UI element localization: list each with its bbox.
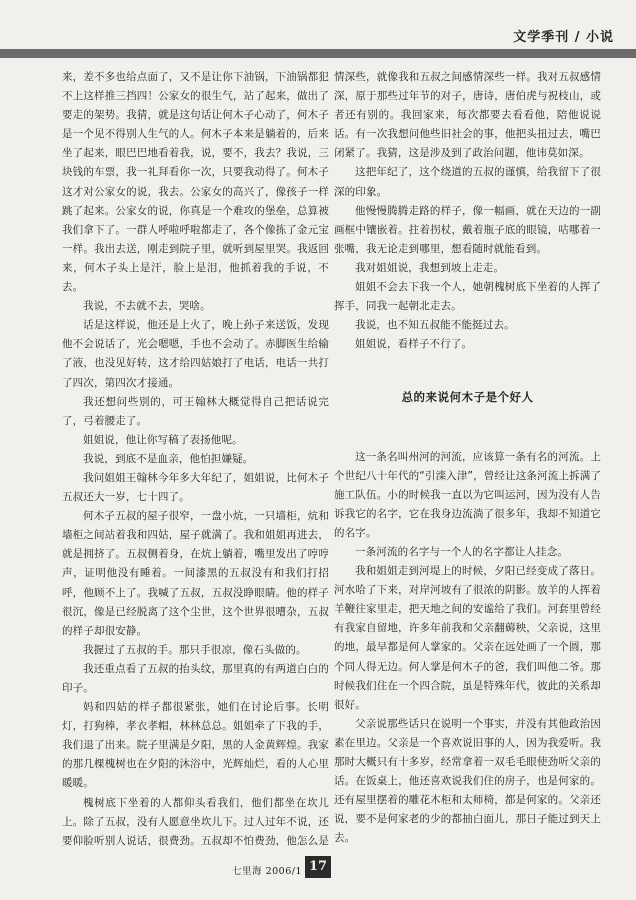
paragraph: 这一条名叫州河的河流，应该算一条有名的河流。上个世纪八十年代的“引滦入津”，曾经让这条河流上拆满了施工队伍。小的时候我一直以为它叫运河，因为没有人告诉我它的名字，它在我身边流淌了很多年，我却不知道它的名字。	[334, 450, 601, 539]
paragraph: 姐姐说，看样子不行了。	[355, 338, 473, 351]
paragraph: 我握过了五叔的手。那只手很凉，像石头做的。	[83, 643, 307, 656]
paragraph: 我对姐姐说，我想到坡上走走。	[355, 261, 505, 274]
paragraph: 何木子五叔的屋子很窄，一盘小炕，一只墙柜，炕和墙柜之间站着我和四姑，屋子就满了。我和姐姐再进去，就是拥挤了。五叔侧着身，在炕上躺着，嘴里发出了哼哼声，证明他没有睡着。一间漆黑的五叔没有和我们打招呼，他顾不上了。我喊了五叔，五叔没睁眼睛。他的样子很沉，像是已经脱离了这个尘世，这个世界很嘈杂，五叔的样子却很安静。	[62, 510, 329, 637]
paragraph: 话是这样说，他还是上火了，晚上孙子来送饭，发现他不会说话了，光会嗯嗯，手也不会动了。赤脚医生给输了液，也没见好转，这才给四姑娘打了电话，电话一共打了四次，第四次才接通。	[62, 319, 329, 389]
page-header-title: 文学季刊 / 小说	[513, 30, 614, 45]
paragraph: 我问姐姐王翰林今年多大年纪了，姐姐说，比何木子五叔还大一岁，七十四了。	[62, 471, 329, 504]
paragraph: 我还想问些别的，可王翰林大概觉得自己把话说完了，弓着腰走了。	[62, 395, 329, 427]
paragraph: 槐树底下坐着的人都仰头看我们，他们都坐在坎儿上。除了五叔，没有人愿意坐坎儿下。过人过年不说，还要仰脸听别人说话，很费劲。五叔却不怕费劲，他怎么是	[62, 796, 329, 846]
right-column	[334, 68, 601, 846]
paragraph: 我说，不去就不去，哭啥。	[83, 300, 211, 313]
paragraph: 我还重点看了五叔的抬头纹，那里真的有两道白白的印子。	[62, 662, 329, 694]
paragraph: 姐姐说，他让你写稿了表扬他呢。	[83, 433, 243, 446]
paragraph: 我说，也不知五叔能不能挺过去。	[355, 319, 515, 332]
paragraph: 姐姐不会去下我一个人，她朝槐树底下坐着的人挥了挥手，同我一起朝北走去。	[334, 281, 601, 313]
page-footer	[0, 856, 636, 882]
paragraph: 我和姐姐走到河堤上的时候，夕阳已经变成了落日。河水哈了下来，对岸河坡有了很浓的阴影。放羊的人挥着羊鞭往家里走，把天地之间的安谧给了我们。河套里曾经有我家自留地，许多年前我和父亲翻薅秧，父亲说，这里的地，最早都是何人掌家的。父亲在远处画了一个圆，那个同人得无边。何人掌是何木子的爸，我们叫他二爷。那时候我们住在一个四合院，虽是特殊年代，彼此的关系却很好。	[334, 565, 601, 711]
paragraph: 妈和四姑的样子都很紧张，她们在讨论后事。长明灯，打狗棒，孝衣孝帽，林林总总。姐姐牵了下我的手，我们退了出来。院子里满是夕阳，黑的人金黄辉煌。我家的那几棵槐树也在夕阳的沐浴中，光辉灿烂，看的人心里暖暖。	[62, 701, 329, 790]
paragraph: 父亲说那些话只在说明一个事实，并没有其他政治因素在里边。父亲是一个喜欢说旧事的人，因为我爱听。我那时大概只有十多岁，经常拿着一双毛毛眼使劲听父亲的话。在饭桌上，他还喜欢说我们住的房子，也是何家的。还有屋里摆着的雕花木柜和太师椅，都是何家的。父亲还说，要不是何家老的少的都抽白面儿，那日子能过到天上去。	[334, 717, 601, 845]
paragraph: 我说，到底不是血亲，他怕担嫌疑。	[83, 452, 254, 465]
left-column	[62, 68, 329, 846]
paragraph: 一条河流的名字与一个人的名字都让人挂念。	[355, 545, 568, 558]
page-number: 17	[305, 856, 331, 878]
header-rule	[0, 49, 636, 58]
paragraph: 来，差不多也给点面了，又不是让你下油锅，下油锅都犯不上这样推三挡四！公家女的很生气，站了起来，做出了要走的架势。我猜，就是这句话让何木子心动了，何木子是一个见不得别人生气的人。何木子本来是躺着的，后来坐了起来，眼巴巴地看着我，说，要不，我去？我说，三块钱的车票，我一礼拜看你一次，只要我动得了。何木子这才对公家女的说，我去。公家女的高兴了，像孩子一样跳了起来。公家女的说，你真是一个难攻的堡垒，总算被我们拿下了。一群人呼啦呼啦都走了，各个像拣了金元宝一样。我出去送，刚走到院子里，就听到屋里哭。我返回来，何木子头上是汗，脸上是泪，他抓着我的手说，不去。	[62, 71, 329, 294]
paragraph: 他慢慢腾腾走路的样子，像一幅画，就在天边的一副画框中镶嵌着。拄着拐杖，戴着瓶子底的眼镜，咕哪着一张嘴，我无论走到哪里，想看随时就能看到。	[334, 204, 601, 255]
paragraph: 情深些，就像我和五叔之间感情深些一样。我对五叔感情深，原于那些过年节的对子，唐诗，唐伯虎与祝枝山，或者还有别的。我回家来，每次都要去看看他，陪他说说话。有一次我想问他些旧社会的事，他把头扭过去，嘴巴闭紧了。我猜，这是涉及到了政治问题，他讳莫如深。	[334, 71, 601, 160]
footer-journal-issue: 七里海 2006/1	[232, 866, 302, 877]
paragraph: 这把年纪了，这个绕道的五叔的谨慎，给我留下了很深的印象。	[334, 166, 601, 198]
section-heading: 总的来说何木子是个好人	[401, 390, 534, 405]
